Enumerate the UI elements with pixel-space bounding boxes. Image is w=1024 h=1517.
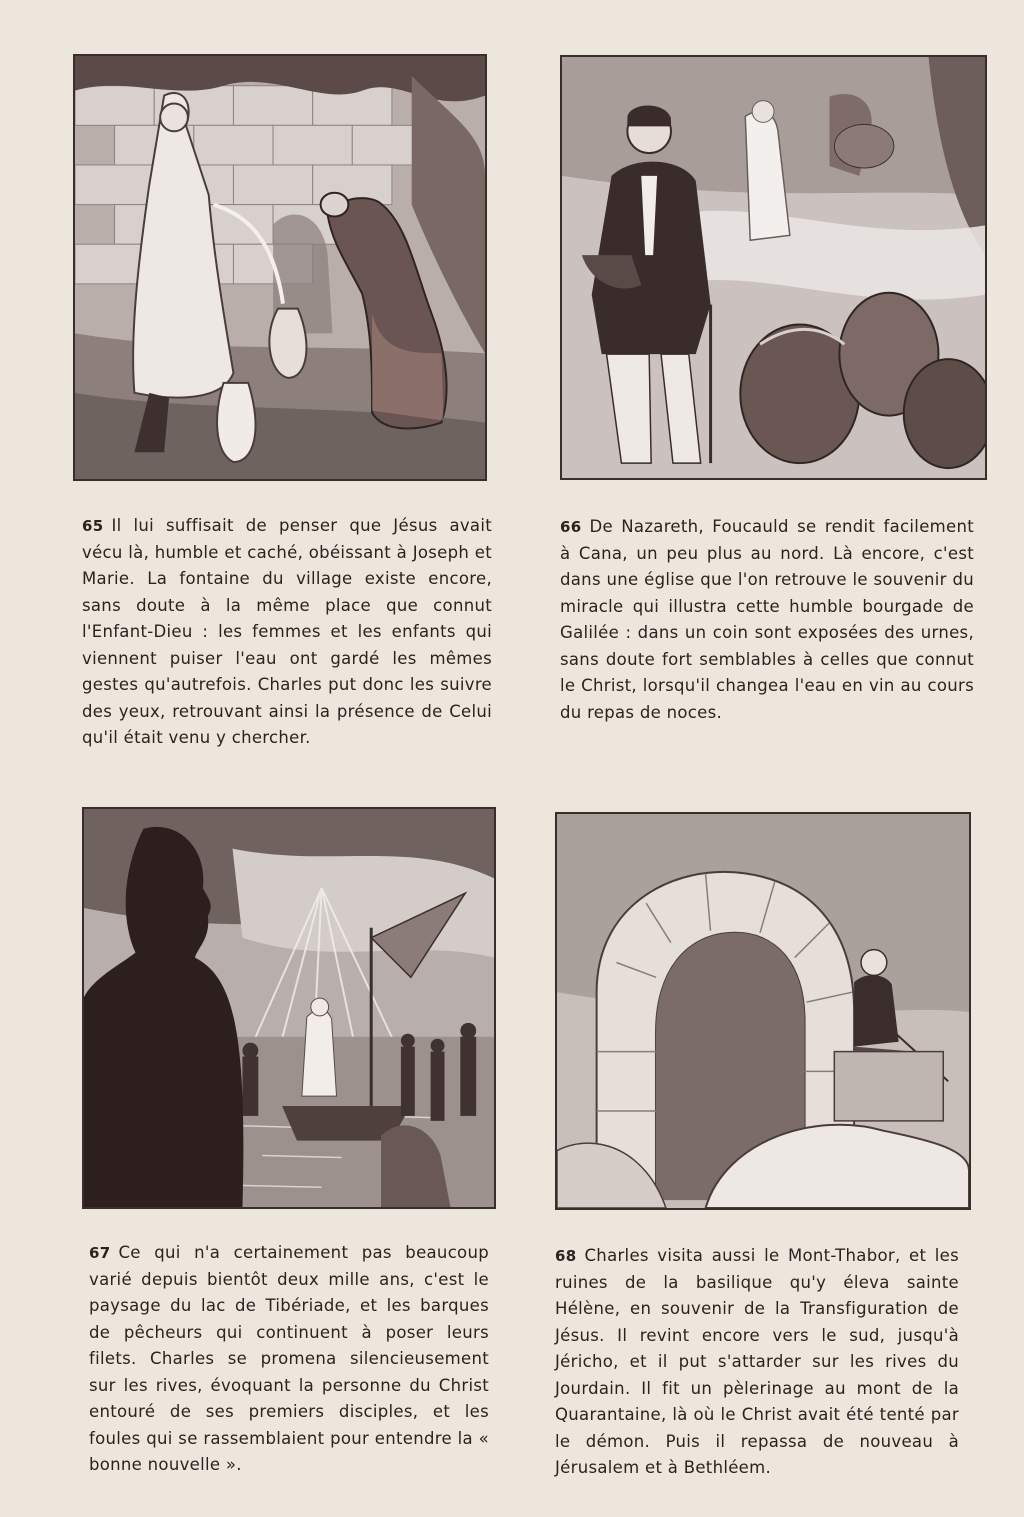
caption-65 [82,513,492,752]
illustration-67 [82,807,496,1209]
cana-urns-scene-icon [562,57,985,478]
caption-number: 67 [89,1244,111,1262]
caption-text: Charles visita aussi le Mont-Thabor, et les ruines de la basilique qu'y éleva sainte Hélène, en souvenir de la Transfiguration de Jésus. Il revint encore vers le sud, jusqu'à Jéricho, et il put s'attarder sur les rives du Jourdain. Il fit un pèlerinage au mont de la Quarantaine, là où le Christ avait été tenté par le démon. Puis il repassa de nouveau à Jérusalem et à Bethléem. [555,1246,959,1477]
caption-text: De Nazareth, Foucauld se rendit facilement à Cana, un peu plus au nord. Là encore, c'est dans une église que l'on retrouve le souvenir du miracle qui illustra cette humble bourgade de Galilée : dans un coin sont exposées des urnes, sans doute fort semblables à celles que connut le Christ, lorsqu'il changea l'eau en vin au cours du repas de noces. [560,517,974,722]
illustration-66 [560,55,987,480]
caption-text: Ce qui n'a certainement pas beaucoup varié depuis bientôt deux mille ans, c'est le paysage du lac de Tibériade, et les barques de pêcheurs qui continuent à poser leurs filets. Charles se promena silencieusement sur les rives, évoquant la personne du Christ entouré de ses premiers disciples, et les foules qui se rassemblaient pour entendre la « bonne nouvelle ». [89,1243,489,1474]
caption-number: 68 [555,1247,577,1265]
illustration-68 [555,812,971,1210]
fountain-scene-icon [75,56,485,479]
lake-tiberias-scene-icon [84,809,494,1207]
caption-number: 65 [82,517,104,535]
caption-67 [89,1240,489,1479]
caption-66 [560,514,974,726]
caption-68 [555,1243,959,1482]
illustration-65 [73,54,487,481]
caption-number: 66 [560,518,582,536]
mount-thabor-ruins-scene-icon [557,814,969,1208]
caption-text: Il lui suffisait de penser que Jésus avait vécu là, humble et caché, obéissant à Joseph et Marie. La fontaine du village existe encore, sans doute à la même place que connut l'Enfant-Dieu : les femmes et les enfants qui viennent puiser l'eau ont gardé les mêmes gestes qu'autrefois. Charles put donc les suivre des yeux, retrouvant ainsi la présence de Celui qu'il était venu y chercher. [82,516,492,747]
